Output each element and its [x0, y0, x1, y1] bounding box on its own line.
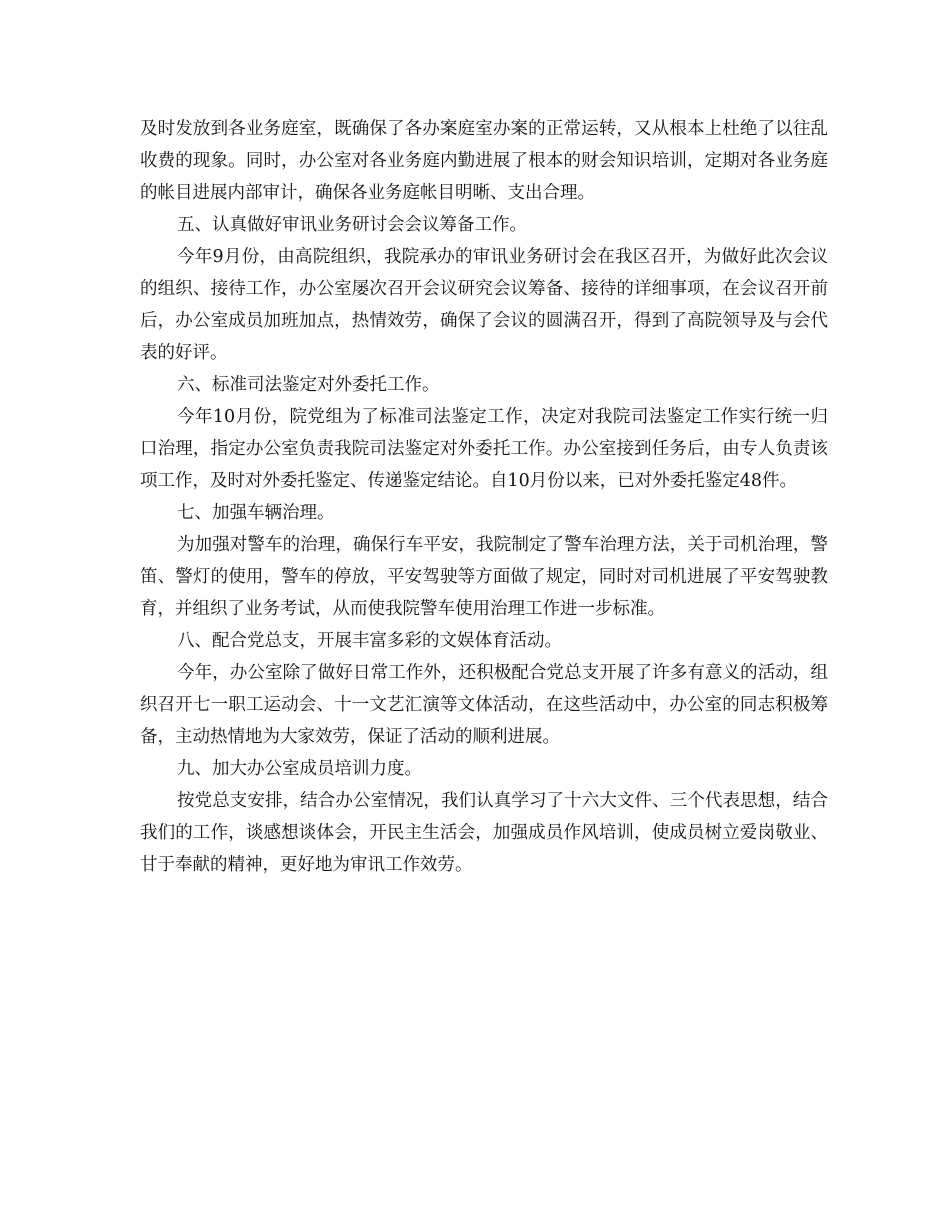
document-body [140, 113, 828, 881]
paragraph-activities: 今年，办公室除了做好日常工作外，还积极配合党总支开展了许多有意义的活动，组织召开七一职工运动会、十一文艺汇演等文体活动，在这些活动中，办公室的同志积极筹备，主动热情地为大家效劳，保证了活动的顺利进展。 [140, 663, 828, 747]
paragraph-training: 按党总支安排，结合办公室情况，我们认真学习了十六大文件、三个代表思想，结合我们的工作，谈感想谈体会，开民主生活会，加强成员作风培训，使成员树立爱岗敬业、甘于奉献的精神，更好地为审讯工作效劳。 [140, 791, 828, 875]
section-heading-6: 六、标准司法鉴定对外委托工作。 [177, 375, 440, 395]
paragraph-forensic: 今年10月份，院党组为了标准司法鉴定工作，决定对我院司法鉴定工作实行统一归口治理，指定办公室负责我院司法鉴定对外委托工作。办公室接到任务后，由专人负责该项工作，及时对外委托鉴定、传递鉴定结论。自10月份以来，已对外委托鉴定48件。 [140, 407, 828, 491]
section-heading-5: 五、认真做好审讯业务研讨会会议筹备工作。 [177, 215, 527, 235]
paragraph-vehicles: 为加强对警车的治理，确保行车平安，我院制定了警车治理方法，关于司机治理，警笛、警灯的使用，警车的停放，平安驾驶等方面做了规定，同时对司机进展了平安驾驶教育，并组织了业务考试，从而使我院警车使用治理工作进一步标准。 [140, 535, 828, 619]
section-heading-9: 九、加大办公室成员培训力度。 [177, 759, 422, 779]
paragraph-continuation: 及时发放到各业务庭室，既确保了各办案庭室办案的正常运转，又从根本上杜绝了以往乱收费的现象。同时，办公室对各业务庭内勤进展了根本的财会知识培训，定期对各业务庭的帐目进展内部审计，确保各业务庭帐目明晰、支出合理。 [140, 119, 828, 203]
paragraph-seminar: 今年9月份，由高院组织，我院承办的审讯业务研讨会在我区召开，为做好此次会议的组织、接待工作，办公室屡次召开会议研究会议筹备、接待的详细事项，在会议召开前后，办公室成员加班加点，热情效劳，确保了会议的圆满召开，得到了高院领导及与会代表的好评。 [140, 247, 828, 363]
section-heading-8: 八、配合党总支，开展丰富多彩的文娱体育活动。 [177, 631, 562, 651]
section-heading-7: 七、加强车辆治理。 [177, 503, 335, 523]
